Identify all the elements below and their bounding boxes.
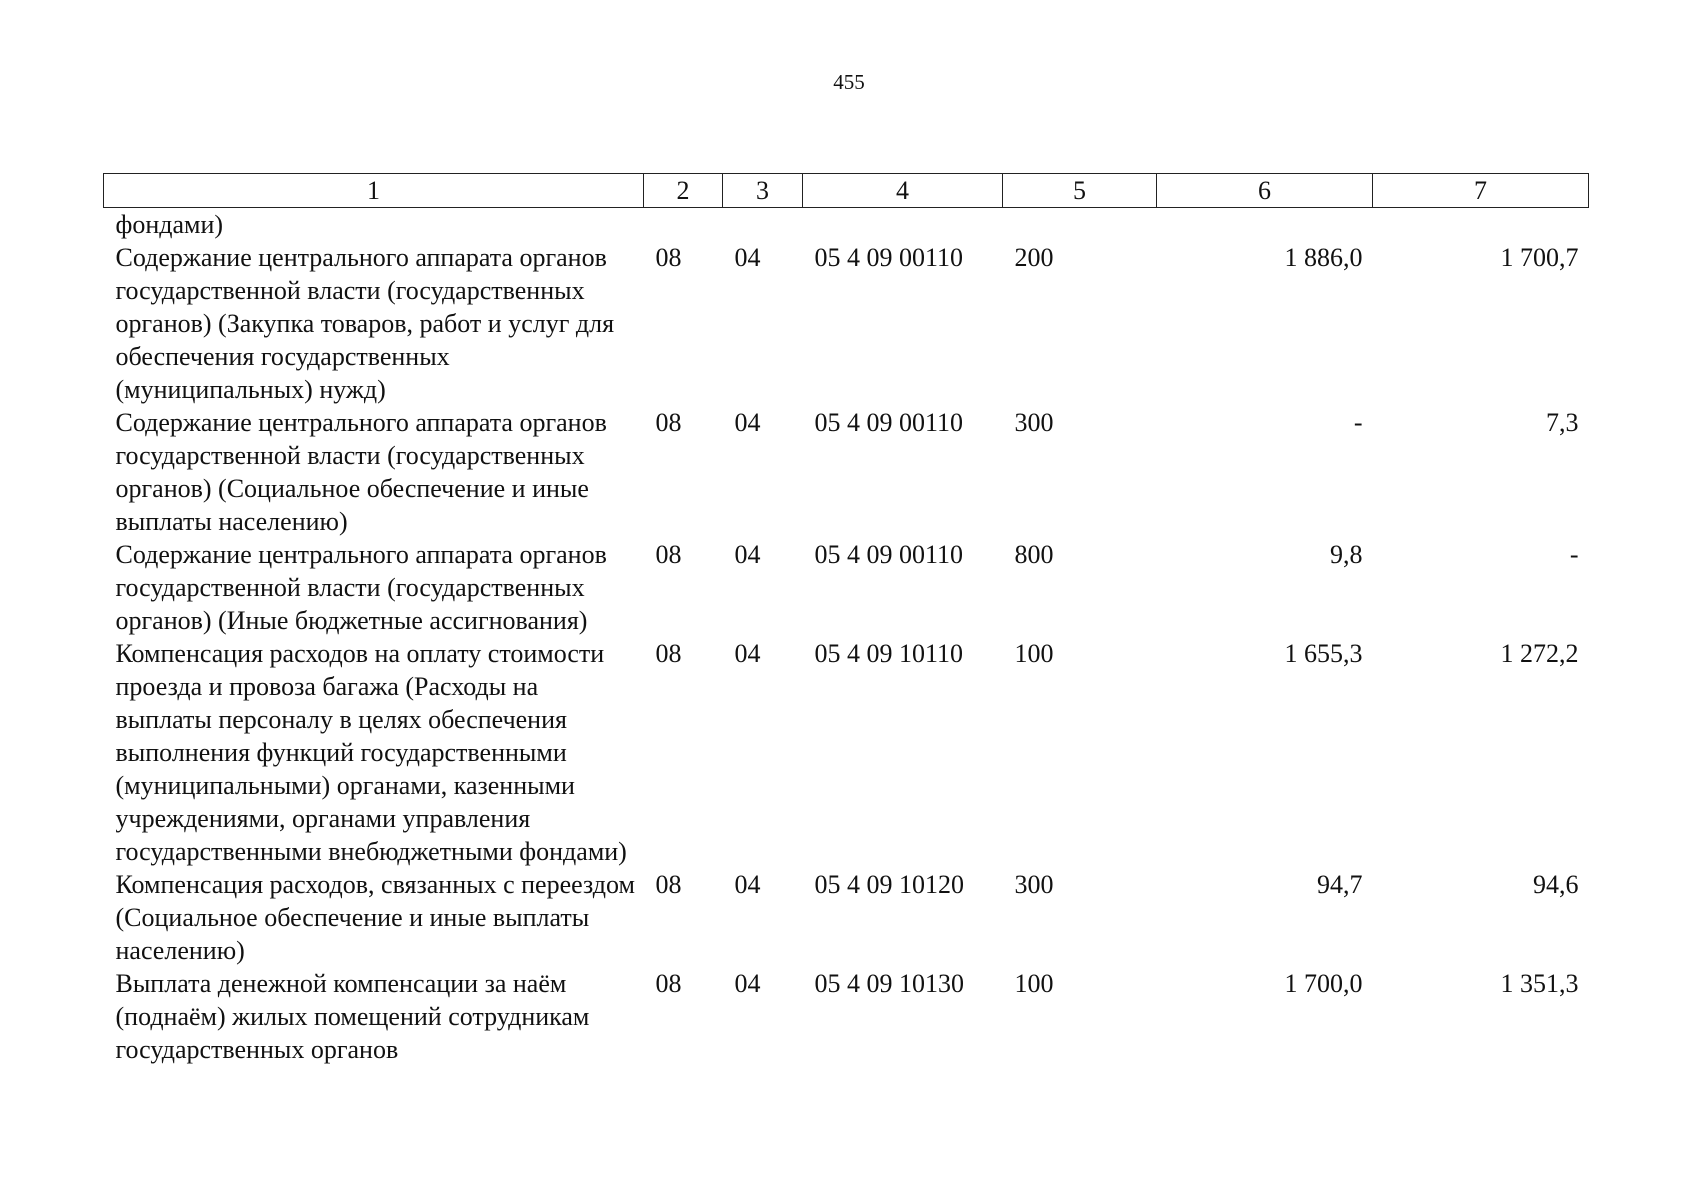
row-value-col6: 1 655,3: [1284, 639, 1363, 668]
budget-table: [103, 173, 1589, 1066]
row-target-code: 05 4 09 00110: [814, 540, 964, 569]
row-value-col7: 1 272,2: [1500, 639, 1579, 668]
row-description: Содержание центрального аппарата органов государственной власти (государственных органов) (Иные бюджетные ассигнования): [115, 540, 607, 635]
row-section: 08: [655, 969, 682, 998]
table-row: [104, 637, 1589, 868]
column-header-3: 3: [723, 174, 803, 208]
continuation-text: фондами): [115, 210, 224, 239]
row-target-code: 05 4 09 10130: [814, 969, 964, 998]
column-header-7: 7: [1373, 174, 1589, 208]
row-value-col6: 1 886,0: [1284, 243, 1363, 272]
row-value-col6: 1 700,0: [1284, 969, 1363, 998]
row-value-col6: -: [1353, 408, 1363, 437]
table-row: [104, 241, 1589, 406]
row-subsection: 04: [734, 408, 761, 437]
column-header-5: 5: [1003, 174, 1157, 208]
row-section: 08: [655, 639, 682, 668]
page-number: 455: [833, 70, 865, 94]
row-expense-type: 300: [1014, 408, 1054, 437]
row-expense-type: 800: [1014, 540, 1054, 569]
row-target-code: 05 4 09 10120: [814, 870, 964, 899]
row-value-col7: 7,3: [1546, 408, 1579, 437]
table-row: [104, 868, 1589, 967]
row-section: 08: [655, 540, 682, 569]
column-header-2: 2: [644, 174, 723, 208]
row-description: Выплата денежной компенсации за наём (поднаём) жилых помещений сотрудникам государственных органов: [115, 969, 590, 1064]
row-value-col7: 94,6: [1533, 870, 1579, 899]
row-section: 08: [655, 870, 682, 899]
continuation-row: [104, 208, 1589, 242]
row-subsection: 04: [734, 243, 761, 272]
row-description: Содержание центрального аппарата органов государственной власти (государственных органов) (Закупка товаров, работ и услуг для обеспечения государственных (муниципальных) нужд): [115, 243, 615, 404]
table-row: [104, 538, 1589, 637]
row-description: Компенсация расходов, связанных с переездом (Социальное обеспечение и иные выплаты населению): [115, 870, 635, 965]
row-subsection: 04: [734, 639, 761, 668]
table-row: [104, 406, 1589, 538]
row-expense-type: 100: [1014, 639, 1054, 668]
row-description: Компенсация расходов на оплату стоимости проезда и провоза багажа (Расходы на выплаты персоналу в целях обеспечения выполнения функций государственными (муниципальными) органами, казенными учреждениями, органами управления государственными внебюджетными фондами): [115, 639, 627, 866]
row-target-code: 05 4 09 00110: [814, 243, 964, 272]
row-subsection: 04: [734, 969, 761, 998]
table-header-row: [104, 174, 1589, 208]
row-value-col7: -: [1569, 540, 1579, 569]
row-value-col6: 94,7: [1317, 870, 1363, 899]
row-target-code: 05 4 09 10110: [814, 639, 964, 668]
row-expense-type: 200: [1014, 243, 1054, 272]
row-section: 08: [655, 243, 682, 272]
row-subsection: 04: [734, 870, 761, 899]
row-expense-type: 300: [1014, 870, 1054, 899]
table-row: [104, 967, 1589, 1066]
row-subsection: 04: [734, 540, 761, 569]
row-value-col7: 1 351,3: [1500, 969, 1579, 998]
row-value-col6: 9,8: [1330, 540, 1363, 569]
column-header-1: 1: [104, 174, 644, 208]
row-target-code: 05 4 09 00110: [814, 408, 964, 437]
row-expense-type: 100: [1014, 969, 1054, 998]
column-header-4: 4: [803, 174, 1003, 208]
row-description: Содержание центрального аппарата органов государственной власти (государственных органов) (Социальное обеспечение и иные выплаты населению): [115, 408, 607, 536]
row-value-col7: 1 700,7: [1500, 243, 1579, 272]
row-section: 08: [655, 408, 682, 437]
column-header-6: 6: [1157, 174, 1373, 208]
